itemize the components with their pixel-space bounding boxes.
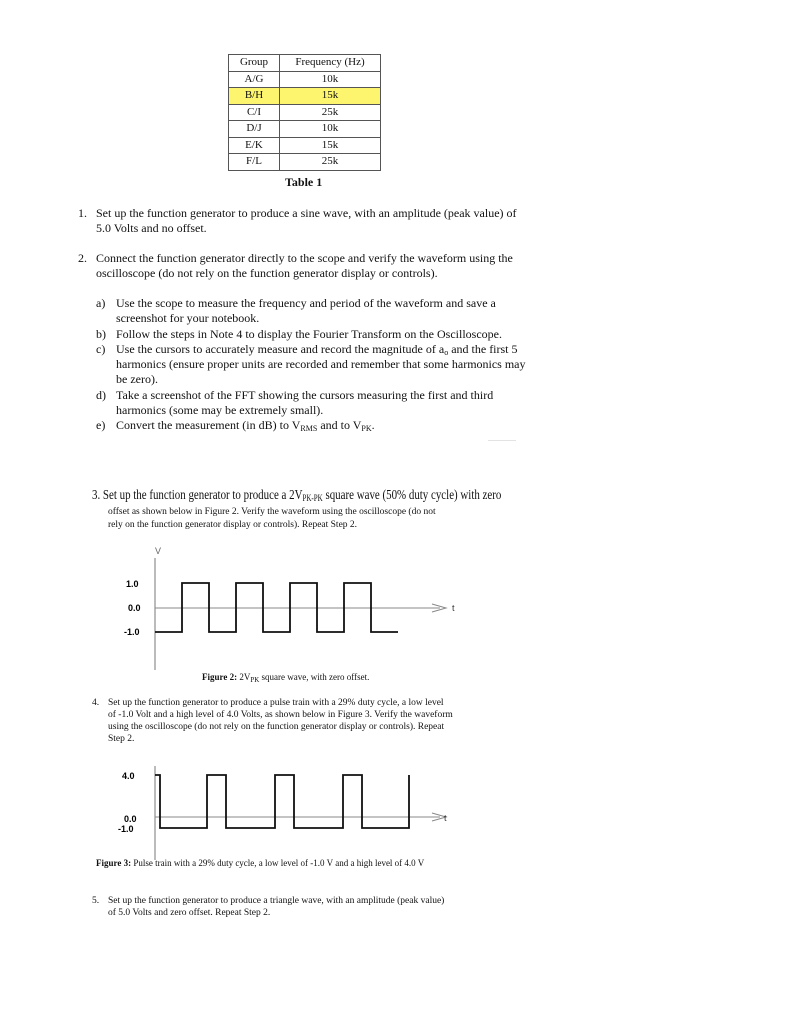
group-cell: E/K: [229, 137, 280, 154]
step-text: using the oscilloscope (do not rely on the function generator display or controls). Repeat: [108, 722, 445, 732]
step-number: 5.: [92, 896, 100, 906]
substep-text: Convert the measurement (in dB) to $V_{RMS}$ and to $V_{PK}$.: [116, 418, 375, 433]
x-axis-label: t: [444, 813, 447, 823]
substep-label: c): [96, 342, 106, 356]
tick-label: 0.0: [124, 814, 137, 824]
step-number: 1.: [78, 206, 87, 220]
frequency-cell: 10k: [280, 121, 381, 138]
group-cell: C/I: [229, 104, 280, 121]
column-header-frequency: Frequency (Hz): [280, 55, 381, 72]
substep-text: screenshot for your notebook.: [116, 311, 260, 325]
group-cell: D/J: [229, 121, 280, 138]
step-text: of -1.0 Volt and a high level of 4.0 Volts, as shown below in Figure 3. Verify the waveform: [108, 710, 453, 720]
step-number: 2.: [78, 251, 87, 265]
frequency-cell: 10k: [280, 71, 381, 88]
group-cell: A/G: [229, 71, 280, 88]
tick-label: 1.0: [126, 579, 139, 589]
substep-text: be zero).: [116, 372, 158, 386]
group-cell: B/H: [229, 88, 280, 105]
step-text: oscilloscope (do not rely on the function generator display or controls).: [96, 266, 438, 280]
table-caption: Table 1: [285, 175, 323, 189]
frequency-cell: 25k: [280, 104, 381, 121]
substep-text: Use the cursors to accurately measure and record the magnitude of $a_o$ and the first 5: [116, 342, 518, 357]
substep-label: e): [96, 418, 106, 432]
table-row: [229, 121, 381, 138]
figure-2-caption: Figure 2: $2V_{PK}$ square wave, with zero offset.: [202, 672, 370, 684]
substep-text: harmonics (ensure proper units are recorded and remember that some harmonics may: [116, 357, 526, 371]
frequency-cell: 15k: [280, 88, 381, 105]
step-text: 5.0 Volts and no offset.: [96, 221, 207, 235]
pulse-train-trace: [155, 775, 409, 828]
tick-label: -1.0: [124, 627, 140, 637]
table-row-highlighted: [229, 88, 381, 105]
x-axis-label: t: [452, 603, 455, 613]
figure-3-pulse-train: [110, 758, 490, 863]
substep-label: b): [96, 327, 106, 341]
substep-text: Use the scope to measure the frequency and period of the waveform and save a: [116, 296, 496, 310]
table-row: [229, 71, 381, 88]
step-text: rely on the function generator display or controls). Repeat Step 2.: [108, 520, 358, 530]
frequency-cell: 25k: [280, 154, 381, 171]
column-header-group: Group: [229, 55, 280, 72]
tick-label: 0.0: [128, 603, 141, 613]
substep-text: Follow the steps in Note 4 to display the Fourier Transform on the Oscilloscope.: [116, 327, 502, 341]
frequency-table: [228, 54, 381, 171]
step-text: Set up the function generator to produce a sine wave, with an amplitude (peak value) of: [96, 206, 517, 220]
y-axis-label: V: [155, 546, 162, 556]
step-text: Set up the function generator to produce a triangle wave, with an amplitude (peak value): [108, 896, 445, 906]
group-cell: F/L: [229, 154, 280, 171]
step-number: 4.: [92, 698, 100, 708]
figure-2-square-wave: [110, 540, 490, 675]
tick-label: -1.0: [118, 824, 134, 834]
step-text: Step 2.: [108, 734, 135, 744]
frequency-cell: 15k: [280, 137, 381, 154]
step-text: Set up the function generator to produce a pulse train with a 29% duty cycle, a low level: [108, 698, 444, 708]
step-text: of 5.0 Volts and zero offset. Repeat Step 2.: [108, 908, 271, 918]
step-text: Connect the function generator directly to the scope and verify the waveform using the: [96, 251, 513, 265]
tick-label: 4.0: [122, 771, 135, 781]
substep-text: Take a screenshot of the FFT showing the cursors measuring the first and third: [116, 388, 494, 402]
substep-label: d): [96, 388, 106, 402]
table-row: [229, 137, 381, 154]
table-header-row: [229, 55, 381, 72]
table-row: [229, 104, 381, 121]
step-text: offset as shown below in Figure 2. Verify the waveform using the oscilloscope (do not: [108, 507, 436, 517]
substep-text: harmonics (some may be extremely small).: [116, 403, 324, 417]
substep-label: a): [96, 296, 106, 310]
table-row: [229, 154, 381, 171]
faint-divider: [488, 440, 516, 441]
figure-3-caption: Figure 3: Pulse train with a 29% duty cycle, a low level of -1.0 V and a high level of 4.0 V: [96, 858, 425, 868]
step-text: 3. Set up the function generator to produce a $2V_{PK-PK}$ square wave (50% duty cycle) with zero: [92, 488, 502, 503]
